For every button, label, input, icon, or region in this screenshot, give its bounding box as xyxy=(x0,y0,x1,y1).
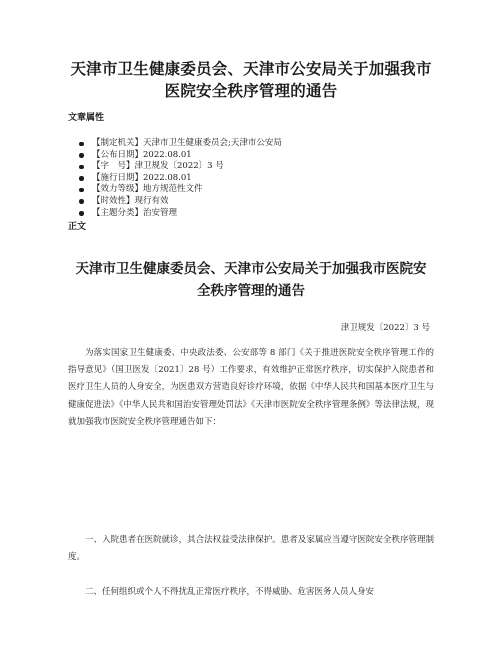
attribute-item xyxy=(92,208,282,220)
bullet-icon xyxy=(79,199,84,204)
attributes-heading: 文章属性 xyxy=(68,113,105,123)
attributes-list xyxy=(92,138,282,219)
body-paragraph-2: 一、入院患者在医院就诊，其合法权益受法律保护。患者及家属应当遵守医院安全秩序管理制度。 xyxy=(68,535,434,563)
body-title xyxy=(50,258,452,302)
bullet-icon xyxy=(79,153,84,158)
body-paragraph-1: 为落实国家卫生健康委、中央政法委、公安部等 8 部门《关于推进医院安全秩序管理工作的指导意见》（国卫医发〔2021〕28 号）工作要求，有效维护正常医疗秩序，切实保护入院患者和医疗卫生人员的人身安全，为医患双方营造良好诊疗环境，依据《中华人民共和国基本医疗卫生与健康促进法》《中华人民共和国治安管理处罚法》《天津市医院安全秩序管理条例》等法律法规，现就加强我市医院安全秩序管理通告如下： xyxy=(68,348,434,427)
attribute-text: 【效力等级】地方规范性文件 xyxy=(92,184,203,195)
body-paragraph-3: 二、任何组织或个人不得扰乱正常医疗秩序，不得威胁、危害医务人员人身安 xyxy=(85,587,375,597)
body-title-line-2: 全秩序管理的通告 xyxy=(197,283,305,299)
attribute-text: 【制定机关】天津市卫生健康委员会;天津市公安局 xyxy=(92,138,282,148)
body-title-line-1: 天津市卫生健康委员会、天津市公安局关于加强我市医院安 xyxy=(75,261,427,277)
attribute-item xyxy=(92,184,282,196)
attribute-item xyxy=(92,161,282,173)
bullet-icon xyxy=(79,188,84,193)
document-title xyxy=(40,58,462,102)
attribute-item xyxy=(92,196,282,208)
attribute-item xyxy=(92,173,282,185)
attribute-item xyxy=(92,138,282,150)
document-title-line-2: 医院安全秩序管理的通告 xyxy=(164,82,338,100)
attribute-text: 【字 号】津卫规发〔2022〕3 号 xyxy=(92,161,224,172)
document-number: 津卫规发〔2022〕3 号 xyxy=(340,323,430,333)
attribute-text: 【施行日期】2022.08.01 xyxy=(92,172,192,183)
bullet-icon xyxy=(79,211,84,216)
bullet-icon xyxy=(79,176,84,181)
attribute-text: 【主题分类】治安管理 xyxy=(92,207,178,218)
attribute-item xyxy=(92,150,282,162)
bullet-icon xyxy=(79,165,84,170)
attribute-text: 【公布日期】2022.08.01 xyxy=(92,149,192,160)
attribute-text: 【时效性】现行有效 xyxy=(92,195,169,206)
document-title-line-1: 天津市卫生健康委员会、天津市公安局关于加强我市 xyxy=(70,60,432,78)
body-heading: 正文 xyxy=(68,222,87,232)
bullet-icon xyxy=(79,142,84,147)
